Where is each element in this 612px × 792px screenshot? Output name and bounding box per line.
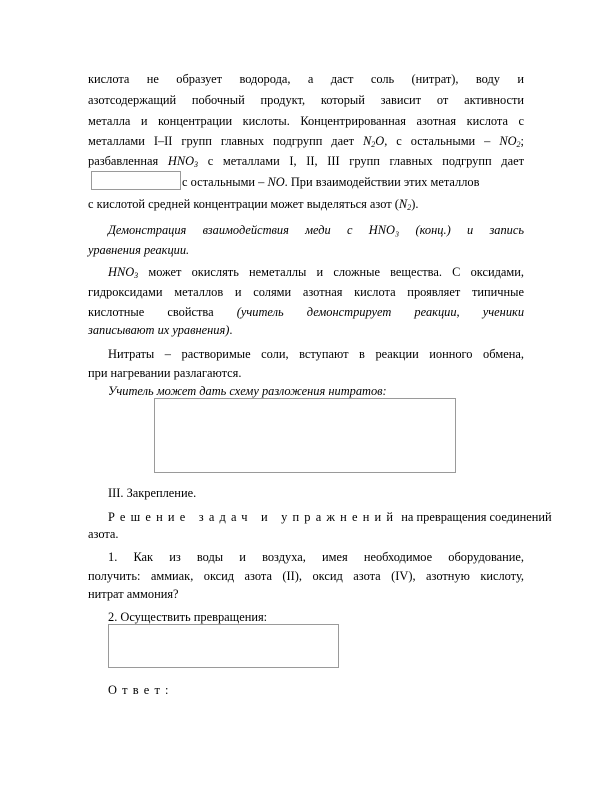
paragraph-1-line-3: металла и концентрации кислоты. Концентрированная азотная кислота с — [88, 114, 524, 128]
section-line-2: азота. — [88, 527, 119, 541]
nitrate-decomposition-scheme-box[interactable] — [154, 398, 456, 473]
section-line-1 — [108, 509, 552, 525]
subscript: 2 — [516, 140, 521, 149]
paragraph-1-line-5 — [88, 153, 524, 169]
paragraph-2-line-3 — [88, 304, 524, 320]
italic-span: записывают их уравнения) — [88, 323, 230, 337]
text-span: на превращения соединений — [398, 510, 552, 524]
formula-no2 — [499, 134, 520, 148]
text-span: может окислять неметаллы и сложные вещества. С оксидами, — [138, 265, 524, 279]
paragraph-3-line-2: при нагревании разлагаются. — [88, 366, 242, 380]
formula-part: O — [375, 134, 385, 148]
text-span: , с остальными – — [384, 134, 500, 148]
formula-n2 — [399, 197, 411, 211]
task-1-line-3: нитрат аммония? — [88, 587, 179, 601]
formula-part: HNO — [167, 154, 195, 168]
text-span: кислотные свойства — [88, 305, 237, 319]
italic-span: (учитель демонстрирует реакции, ученики — [236, 305, 525, 319]
paragraph-1-line-4 — [88, 133, 524, 149]
subscript: 3 — [134, 271, 139, 280]
task-1-line-1: 1. Как из воды и воздуха, имея необходимое оборудование, — [108, 550, 524, 564]
task-2-line: 2. Осуществить превращения: — [108, 610, 268, 624]
text-span: ; — [520, 134, 524, 148]
text-span: . — [229, 323, 233, 337]
nitrate-scheme-caption: Учитель может дать схему разложения нитратов: — [108, 384, 387, 398]
subscript: 2 — [371, 140, 376, 149]
formula-n2o — [363, 134, 384, 148]
text-span: . При взаимодействии этих металлов — [284, 175, 480, 189]
paragraph-2-line-2: гидроксидами металлов и солями азотная кислота проявляет типичные — [88, 285, 524, 299]
text-span: разбавленная — [88, 154, 168, 168]
section-heading: III. Закрепление. — [108, 486, 197, 500]
transformations-box[interactable] — [108, 624, 339, 668]
formula-part: N — [363, 134, 372, 148]
formula-hno3 — [168, 154, 198, 168]
formula-part: N — [398, 197, 408, 211]
task-1-line-2: получить: аммиак, оксид азота (II), оксид азота (IV), азотную кислоту, — [88, 569, 524, 583]
formula-part: NO — [499, 134, 517, 148]
text-span: с кислотой средней концентрации может выделяться азот ( — [88, 197, 399, 211]
paragraph-1-line-2: азотсодержащий побочный продукт, который зависит от активности — [88, 93, 524, 107]
subscript: 2 — [407, 203, 412, 212]
text-span: металлами I–II групп главных подгрупп дает — [88, 134, 363, 148]
demo-line-1: Демонстрация взаимодействия меди с HNO₃ (конц.) и запись — [108, 223, 524, 237]
formula-no: NO — [267, 175, 285, 189]
text-span: с остальными – — [182, 175, 268, 189]
answer-label: Ответ: — [108, 683, 174, 697]
paragraph-3-line-1: Нитраты – растворимые соли, вступают в реакции ионного обмена, — [108, 347, 524, 361]
formula-part: HNO — [108, 265, 135, 279]
subscript: 3 — [194, 160, 199, 169]
spaced-text: Решение задач и упражнений — [108, 510, 399, 524]
paragraph-1-line-7 — [88, 196, 524, 212]
paragraph-1-line-1: кислота не образует водорода, а даст соль (нитрат), воду и — [88, 72, 524, 86]
formula-hno3 — [108, 265, 138, 279]
paragraph-1-line-6 — [182, 174, 524, 190]
text-span: ). — [411, 197, 419, 211]
demo-line-2: уравнения реакции. — [88, 243, 190, 257]
paragraph-2-line-4 — [88, 322, 524, 338]
text-span: с металлами I, II, III групп главных подгрупп дает — [198, 154, 524, 168]
answer-blank-box[interactable] — [91, 171, 181, 190]
paragraph-2-line-1 — [108, 264, 524, 280]
